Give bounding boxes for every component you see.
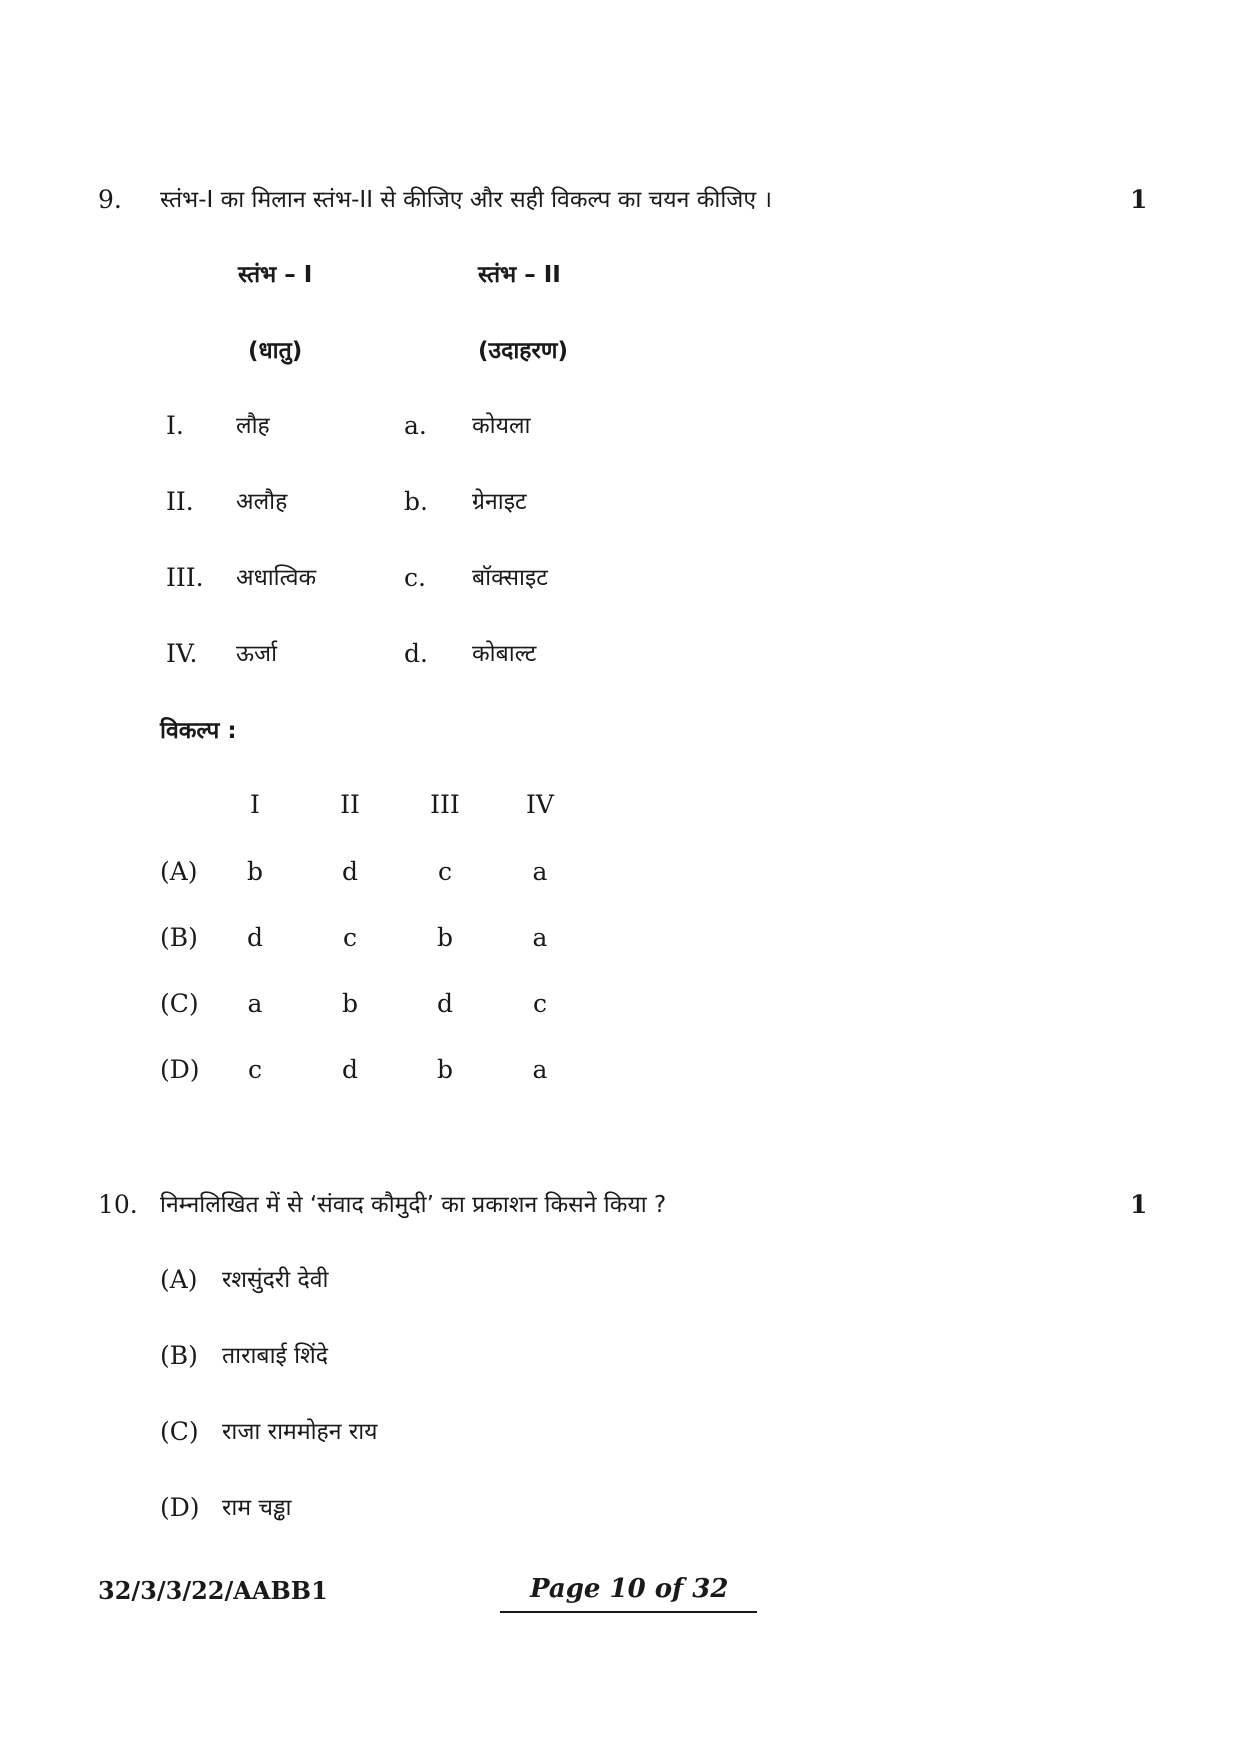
option-text: राजा राममोहन राय [222,1419,378,1445]
match-row-left: लौह [236,413,270,439]
match-row-right: बॉक्साइट [472,565,548,591]
column-2-heading: स्तंभ – II [478,262,561,288]
option-cell: c [342,923,357,952]
question-text: स्तंभ-I का मिलान स्तंभ-II से कीजिए और सही विकल्प का चयन कीजिए । [160,187,773,213]
match-row-left: ऊर्जा [236,641,278,667]
column-1-heading: स्तंभ – I [238,262,313,288]
option-label: (A) [160,857,198,886]
match-row-left: अलौह [236,489,288,515]
column-2-subheading: (उदाहरण) [478,338,569,364]
option-cell: d [341,857,358,886]
match-row-num: IV. [166,639,198,668]
option-label: (B) [160,1341,198,1370]
option-label: (C) [160,1417,199,1446]
match-row-num: II. [166,487,194,516]
options-header-cell: III [430,790,460,819]
option-cell: d [341,1055,358,1084]
options-header-cell: II [340,790,360,819]
question-number: 9. [98,185,122,214]
options-label: विकल्प : [160,718,237,744]
option-cell: a [532,923,548,952]
option-label: (B) [160,923,198,952]
match-row-num: III. [166,563,204,592]
paper-code: 32/3/3/22/AABB1 [98,1576,328,1605]
match-row-num: I. [166,411,184,440]
match-row-left: अधात्विक [236,565,317,591]
option-cell: a [532,857,548,886]
page-number: Page 10 of 32 [530,1574,729,1604]
match-row-right: ग्रेनाइट [472,489,527,515]
question-text: निम्नलिखित में से ‘संवाद कौमुदी’ का प्रकाशन किसने किया ? [160,1192,667,1218]
option-text: रशसुंदरी देवी [222,1267,329,1293]
match-row-letter: d. [404,639,428,668]
question-marks: 1 [1130,1190,1148,1219]
option-cell: b [341,989,358,1018]
option-label: (A) [160,1265,198,1294]
option-cell: d [436,989,453,1018]
match-row-right: कोयला [472,413,531,439]
option-cell: a [247,989,263,1018]
option-cell: b [436,1055,453,1084]
option-label: (D) [160,1493,200,1522]
option-label: (D) [160,1055,200,1084]
option-cell: b [436,923,453,952]
option-label: (C) [160,989,199,1018]
option-cell: c [437,857,452,886]
options-header-cell: I [250,790,260,819]
question-marks: 1 [1130,185,1148,214]
column-1-subheading: (धातु) [248,338,303,364]
option-cell: b [246,857,263,886]
option-cell: a [532,1055,548,1084]
option-cell: c [247,1055,262,1084]
option-text: ताराबाई शिंदे [222,1343,328,1369]
option-cell: d [246,923,263,952]
match-row-right: कोबाल्ट [472,641,537,667]
option-cell: c [532,989,547,1018]
options-header-cell: IV [526,790,554,819]
option-text: राम चड्ढा [222,1495,292,1521]
match-row-letter: a. [404,411,427,440]
question-number: 10. [98,1190,138,1219]
match-row-letter: b. [404,487,428,516]
match-row-letter: c. [404,563,426,592]
page-number-underline [500,1611,757,1613]
